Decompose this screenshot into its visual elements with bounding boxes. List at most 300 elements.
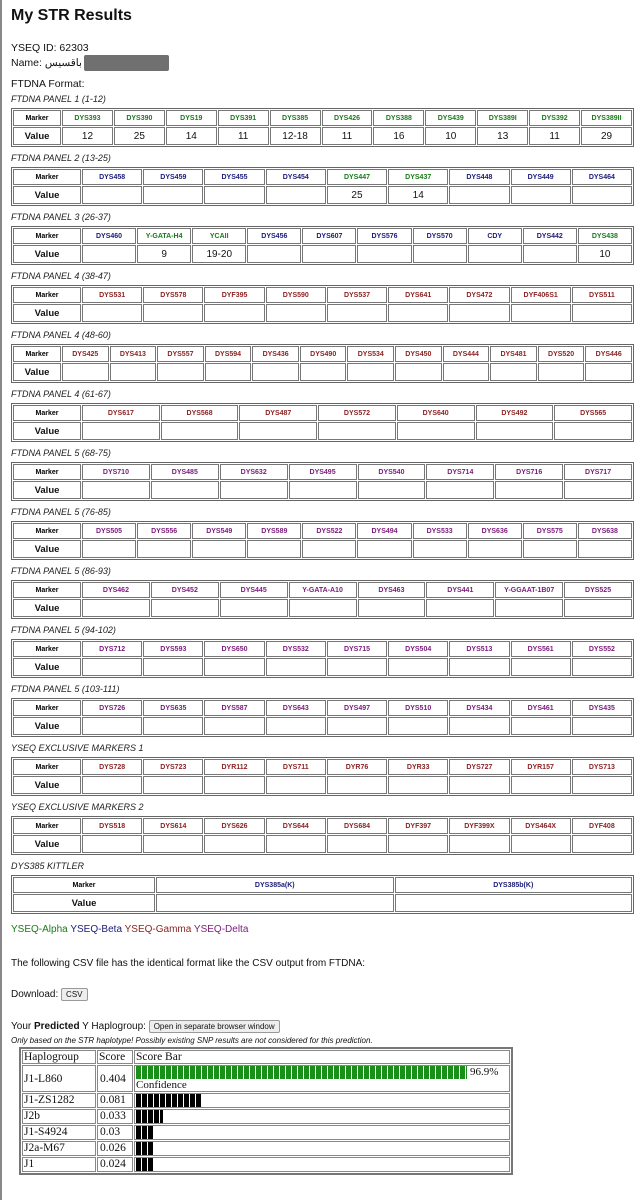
legend-gamma: YSEQ-Gamma xyxy=(124,924,192,935)
marker-cell: DYS439 xyxy=(425,110,476,126)
confidence-percent: 96.9% xyxy=(470,1066,499,1079)
confidence-label: Confidence xyxy=(136,1079,187,1091)
panel-title: FTDNA PANEL 4 (38-47) xyxy=(11,271,111,281)
value-cell xyxy=(143,658,203,676)
value-cell xyxy=(266,304,326,322)
marker-cell: DYS390 xyxy=(114,110,165,126)
marker-cell: DYS712 xyxy=(82,641,142,657)
value-row-label: Value xyxy=(13,717,81,735)
value-cell xyxy=(143,186,203,204)
value-row-label: Value xyxy=(13,127,61,145)
marker-cell: DYS587 xyxy=(204,700,264,716)
marker-cell: DYS590 xyxy=(266,287,326,303)
marker-row-label: Marker xyxy=(13,346,61,362)
marker-row-label: Marker xyxy=(13,582,81,598)
value-cell: 9 xyxy=(137,245,191,263)
marker-cell: DYS434 xyxy=(449,700,509,716)
str-panel-table xyxy=(11,580,634,619)
marker-cell: DYS385b(K) xyxy=(395,877,633,893)
value-cell xyxy=(327,835,387,853)
marker-cell: DYS593 xyxy=(143,641,203,657)
haplogroup-name: J1 xyxy=(22,1157,96,1172)
value-cell xyxy=(572,658,632,676)
value-cell xyxy=(511,658,571,676)
marker-cell: DYS425 xyxy=(62,346,109,362)
legend-beta: YSEQ-Beta xyxy=(70,924,123,935)
value-cell xyxy=(413,540,467,558)
marker-cell: DYS454 xyxy=(266,169,326,185)
value-cell xyxy=(143,304,203,322)
value-cell xyxy=(523,245,577,263)
marker-row-label: Marker xyxy=(13,523,81,539)
marker-cell: DYR33 xyxy=(388,759,448,775)
value-cell xyxy=(572,304,632,322)
str-panel-table xyxy=(11,521,634,560)
value-cell xyxy=(82,776,142,794)
marker-cell: DYS463 xyxy=(358,582,426,598)
panel-title: YSEQ EXCLUSIVE MARKERS 1 xyxy=(11,743,144,753)
value-cell: 11 xyxy=(322,127,373,145)
marker-cell: DYS389II xyxy=(581,110,632,126)
marker-cell: DYS511 xyxy=(572,287,632,303)
panel-title: YSEQ EXCLUSIVE MARKERS 2 xyxy=(11,802,144,812)
value-cell xyxy=(327,776,387,794)
marker-cell: DYS644 xyxy=(266,818,326,834)
panel-title: FTDNA PANEL 5 (86-93) xyxy=(11,566,111,576)
marker-cell: DYS726 xyxy=(82,700,142,716)
value-cell: 19-20 xyxy=(192,245,246,263)
marker-cell: DYS540 xyxy=(358,464,426,480)
page-title: My STR Results xyxy=(11,7,132,24)
marker-cell: DYS710 xyxy=(82,464,150,480)
open-window-button[interactable]: Open in separate browser window xyxy=(149,1020,280,1033)
value-row-label: Value xyxy=(13,481,81,499)
marker-cell: DYF408 xyxy=(572,818,632,834)
value-cell xyxy=(143,776,203,794)
str-panel-table xyxy=(11,108,634,147)
value-cell: 25 xyxy=(114,127,165,145)
value-cell xyxy=(572,776,632,794)
marker-cell: DYS461 xyxy=(511,700,571,716)
marker-row-label: Marker xyxy=(13,700,81,716)
value-cell xyxy=(449,717,509,735)
marker-cell: DYS641 xyxy=(388,287,448,303)
marker-row-label: Marker xyxy=(13,287,81,303)
value-cell xyxy=(82,717,142,735)
legend-delta: YSEQ-Delta xyxy=(193,924,249,935)
marker-cell: DYS575 xyxy=(523,523,577,539)
haplogroup-row xyxy=(22,1109,510,1124)
marker-cell: DYS462 xyxy=(82,582,150,598)
str-panel-table xyxy=(11,816,634,855)
value-row-label: Value xyxy=(13,894,155,912)
score-bar-cell xyxy=(134,1065,510,1092)
marker-cell: DYS504 xyxy=(388,641,448,657)
marker-cell: DYS650 xyxy=(204,641,264,657)
value-cell xyxy=(151,599,219,617)
marker-cell: DYS437 xyxy=(388,169,448,185)
marker-cell: DYS510 xyxy=(388,700,448,716)
marker-cell: DYS626 xyxy=(204,818,264,834)
marker-cell: DYS714 xyxy=(426,464,494,480)
marker-cell: DYR76 xyxy=(327,759,387,775)
value-row-label: Value xyxy=(13,422,81,440)
legend-alpha: YSEQ-Alpha xyxy=(11,924,68,935)
marker-cell: DYF406S1 xyxy=(511,287,571,303)
str-panel-table xyxy=(11,285,634,324)
value-cell xyxy=(449,658,509,676)
marker-cell: DYS442 xyxy=(523,228,577,244)
marker-cell: DYS617 xyxy=(82,405,160,421)
value-cell xyxy=(204,186,264,204)
value-cell xyxy=(395,894,633,912)
haplogroup-name: J2b xyxy=(22,1109,96,1124)
value-cell xyxy=(82,186,142,204)
marker-cell: DYF395 xyxy=(204,287,264,303)
value-cell xyxy=(137,540,191,558)
marker-cell: DYS389I xyxy=(477,110,528,126)
haplogroup-score: 0.033 xyxy=(97,1109,133,1124)
marker-cell: DYS436 xyxy=(252,346,299,362)
header-score-bar: Score Bar xyxy=(134,1050,510,1064)
value-cell xyxy=(357,540,411,558)
value-cell xyxy=(143,835,203,853)
marker-row-label: Marker xyxy=(13,877,155,893)
download-label: Download: xyxy=(11,989,59,1001)
panel-title: FTDNA PANEL 3 (26-37) xyxy=(11,212,111,222)
value-cell xyxy=(62,363,109,381)
value-cell xyxy=(327,717,387,735)
header-score: Score xyxy=(97,1050,133,1064)
marker-cell: DYS607 xyxy=(302,228,356,244)
value-cell xyxy=(266,776,326,794)
yseq-id: YSEQ ID: 62303 xyxy=(11,42,89,54)
value-cell xyxy=(426,599,494,617)
value-cell xyxy=(82,481,150,499)
value-cell: 11 xyxy=(218,127,269,145)
marker-cell: DYS716 xyxy=(495,464,563,480)
marker-cell: DYS533 xyxy=(413,523,467,539)
value-cell: 29 xyxy=(581,127,632,145)
value-cell: 11 xyxy=(529,127,580,145)
str-panel-table xyxy=(11,698,634,737)
marker-cell: Y-GGAAT-1B07 xyxy=(495,582,563,598)
marker-cell: DYS715 xyxy=(327,641,387,657)
value-cell xyxy=(157,363,204,381)
value-cell xyxy=(572,835,632,853)
value-cell xyxy=(495,599,563,617)
value-cell xyxy=(266,658,326,676)
marker-cell: DYS537 xyxy=(327,287,387,303)
marker-cell: DYS549 xyxy=(192,523,246,539)
value-cell xyxy=(204,717,264,735)
marker-cell: DYS492 xyxy=(476,405,554,421)
value-cell xyxy=(266,835,326,853)
marker-cell: DYS589 xyxy=(247,523,301,539)
marker-cell: DYS572 xyxy=(318,405,396,421)
haplogroup-score: 0.026 xyxy=(97,1141,133,1156)
marker-cell: DYS594 xyxy=(205,346,252,362)
value-cell xyxy=(468,540,522,558)
haplogroup-name: J1-ZS1282 xyxy=(22,1093,96,1108)
predicted-prefix: Your xyxy=(11,1021,34,1033)
format-label: FTDNA Format: xyxy=(11,78,85,90)
marker-cell: DYS485 xyxy=(151,464,219,480)
value-cell xyxy=(205,363,252,381)
marker-cell: DYS455 xyxy=(204,169,264,185)
value-cell xyxy=(572,186,632,204)
value-row-label: Value xyxy=(13,776,81,794)
marker-cell: Y-GATA-H4 xyxy=(137,228,191,244)
haplogroup-row xyxy=(22,1125,510,1140)
value-cell: 10 xyxy=(425,127,476,145)
value-cell xyxy=(220,599,288,617)
score-bar xyxy=(136,1126,153,1139)
marker-cell: DYS450 xyxy=(395,346,442,362)
value-cell xyxy=(220,481,288,499)
marker-cell: DYS391 xyxy=(218,110,269,126)
value-row-label: Value xyxy=(13,658,81,676)
marker-row-label: Marker xyxy=(13,759,81,775)
marker-cell: DYS568 xyxy=(161,405,239,421)
value-cell xyxy=(357,245,411,263)
marker-cell: DYS557 xyxy=(157,346,204,362)
marker-cell: DYS495 xyxy=(289,464,357,480)
value-cell xyxy=(538,363,585,381)
marker-cell: DYS413 xyxy=(110,346,157,362)
marker-cell: DYS520 xyxy=(538,346,585,362)
value-cell xyxy=(204,776,264,794)
value-cell xyxy=(413,245,467,263)
name-value: باقسیس xyxy=(44,56,82,69)
value-cell xyxy=(318,422,396,440)
haplogroup-score: 0.03 xyxy=(97,1125,133,1140)
value-cell xyxy=(523,540,577,558)
str-panel-table xyxy=(11,639,634,678)
value-cell xyxy=(266,717,326,735)
marker-cell: DYS518 xyxy=(82,818,142,834)
marker-cell: DYF399X xyxy=(449,818,509,834)
panel-title: FTDNA PANEL 1 (1-12) xyxy=(11,94,106,104)
value-cell xyxy=(572,717,632,735)
value-cell xyxy=(302,540,356,558)
marker-cell: DYS458 xyxy=(82,169,142,185)
marker-cell: DYS552 xyxy=(572,641,632,657)
marker-cell: DYS505 xyxy=(82,523,136,539)
str-panel-table xyxy=(11,403,634,442)
header-haplogroup: Haplogroup xyxy=(22,1050,96,1064)
value-cell xyxy=(426,481,494,499)
value-cell: 14 xyxy=(166,127,217,145)
score-bar xyxy=(136,1066,467,1079)
value-cell: 16 xyxy=(373,127,424,145)
value-cell xyxy=(511,776,571,794)
value-cell xyxy=(511,304,571,322)
name-label: Name: xyxy=(11,56,42,69)
value-cell xyxy=(388,776,448,794)
haplogroup-score: 0.081 xyxy=(97,1093,133,1108)
value-cell xyxy=(289,599,357,617)
value-cell xyxy=(82,304,142,322)
value-cell xyxy=(468,245,522,263)
marker-cell: DYS494 xyxy=(357,523,411,539)
value-cell xyxy=(302,245,356,263)
marker-cell: DYS513 xyxy=(449,641,509,657)
value-cell xyxy=(564,599,632,617)
marker-cell: DYS445 xyxy=(220,582,288,598)
marker-cell: DYS385a(K) xyxy=(156,877,394,893)
str-panel-table xyxy=(11,344,634,383)
csv-description: The following CSV file has the identical format like the CSV output from FTDNA: xyxy=(11,958,366,969)
value-cell xyxy=(247,540,301,558)
marker-cell: DYS717 xyxy=(564,464,632,480)
marker-cell: DYS531 xyxy=(82,287,142,303)
value-row-label: Value xyxy=(13,304,81,322)
str-panel-table xyxy=(11,757,634,796)
value-cell xyxy=(476,422,554,440)
marker-cell: DYS438 xyxy=(578,228,632,244)
marker-cell: DYS388 xyxy=(373,110,424,126)
marker-cell: DYS393 xyxy=(62,110,113,126)
marker-cell: DYS713 xyxy=(572,759,632,775)
marker-cell: DYS452 xyxy=(151,582,219,598)
value-cell xyxy=(82,422,160,440)
haplogroup-table xyxy=(19,1047,513,1175)
marker-cell: DYS565 xyxy=(554,405,632,421)
marker-row-label: Marker xyxy=(13,169,81,185)
marker-cell: DYS459 xyxy=(143,169,203,185)
value-row-label: Value xyxy=(13,186,81,204)
value-cell xyxy=(449,304,509,322)
panel-title: FTDNA PANEL 2 (13-25) xyxy=(11,153,111,163)
redacted-name-block xyxy=(84,55,169,71)
value-cell xyxy=(82,835,142,853)
marker-cell: CDY xyxy=(468,228,522,244)
marker-cell: DYS684 xyxy=(327,818,387,834)
score-bar xyxy=(136,1094,202,1107)
marker-cell: DYS614 xyxy=(143,818,203,834)
value-cell xyxy=(585,363,632,381)
marker-row-label: Marker xyxy=(13,818,81,834)
marker-cell: DYS435 xyxy=(572,700,632,716)
panel-title: FTDNA PANEL 5 (76-85) xyxy=(11,507,111,517)
marker-cell: DYS522 xyxy=(302,523,356,539)
value-cell xyxy=(204,304,264,322)
haplogroup-name: J2a-M67 xyxy=(22,1141,96,1156)
value-cell xyxy=(82,599,150,617)
panel-title: FTDNA PANEL 5 (68-75) xyxy=(11,448,111,458)
marker-cell: DYS570 xyxy=(413,228,467,244)
value-cell xyxy=(511,186,571,204)
value-cell: 25 xyxy=(327,186,387,204)
marker-cell: DYS472 xyxy=(449,287,509,303)
marker-cell: Y-GATA-A10 xyxy=(289,582,357,598)
marker-cell: DYS525 xyxy=(564,582,632,598)
legend xyxy=(11,924,248,935)
marker-cell: DYS448 xyxy=(449,169,509,185)
value-cell xyxy=(347,363,394,381)
marker-cell: DYS638 xyxy=(578,523,632,539)
score-bar-cell xyxy=(134,1109,510,1124)
value-cell xyxy=(388,835,448,853)
value-cell xyxy=(266,186,326,204)
value-cell xyxy=(397,422,475,440)
score-bar xyxy=(136,1158,153,1171)
value-row-label: Value xyxy=(13,540,81,558)
marker-row-label: Marker xyxy=(13,464,81,480)
marker-cell: DYS727 xyxy=(449,759,509,775)
score-bar xyxy=(136,1142,153,1155)
marker-cell: DYS490 xyxy=(300,346,347,362)
marker-cell: DYS534 xyxy=(347,346,394,362)
marker-row-label: Marker xyxy=(13,110,61,126)
value-cell xyxy=(554,422,632,440)
str-panel-table xyxy=(11,167,634,206)
value-cell xyxy=(449,835,509,853)
value-cell xyxy=(358,599,426,617)
marker-cell: DYS636 xyxy=(468,523,522,539)
marker-cell: DYS481 xyxy=(490,346,537,362)
value-cell xyxy=(564,481,632,499)
marker-cell: DYS532 xyxy=(266,641,326,657)
haplogroup-row xyxy=(22,1141,510,1156)
name-row xyxy=(11,55,169,71)
value-cell xyxy=(511,717,571,735)
predicted-suffix: Y Haplogroup: xyxy=(79,1021,146,1033)
value-cell xyxy=(578,540,632,558)
marker-cell: DYS643 xyxy=(266,700,326,716)
marker-cell: DYS441 xyxy=(426,582,494,598)
marker-cell: DYS640 xyxy=(397,405,475,421)
marker-cell: DYS385 xyxy=(270,110,321,126)
value-cell xyxy=(204,658,264,676)
value-cell xyxy=(289,481,357,499)
value-cell xyxy=(327,304,387,322)
marker-cell: DYS556 xyxy=(137,523,191,539)
download-row xyxy=(11,988,88,1001)
prediction-note: Only based on the STR haplotype! Possibly existing SNP results are not considered for this prediction. xyxy=(11,1036,373,1045)
value-cell xyxy=(327,658,387,676)
marker-cell: DYS576 xyxy=(357,228,411,244)
marker-cell: DYS444 xyxy=(443,346,490,362)
marker-row-label: Marker xyxy=(13,405,81,421)
marker-cell: DYS487 xyxy=(239,405,317,421)
panel-title: DYS385 KITTLER xyxy=(11,861,85,871)
value-cell xyxy=(388,658,448,676)
marker-cell: DYS426 xyxy=(322,110,373,126)
value-cell xyxy=(156,894,394,912)
value-cell xyxy=(388,717,448,735)
value-cell: 13 xyxy=(477,127,528,145)
marker-cell: DYR112 xyxy=(204,759,264,775)
value-cell xyxy=(358,481,426,499)
str-panel-table xyxy=(11,226,634,265)
value-row-label: Value xyxy=(13,599,81,617)
value-cell xyxy=(252,363,299,381)
score-bar-cell xyxy=(134,1141,510,1156)
panel-title: FTDNA PANEL 5 (94-102) xyxy=(11,625,116,635)
value-cell xyxy=(449,776,509,794)
value-cell xyxy=(82,540,136,558)
marker-cell: DYS723 xyxy=(143,759,203,775)
value-cell xyxy=(143,717,203,735)
csv-download-button[interactable]: CSV xyxy=(61,988,87,1001)
value-cell xyxy=(511,835,571,853)
value-cell xyxy=(82,658,142,676)
value-cell xyxy=(449,186,509,204)
haplogroup-score: 0.024 xyxy=(97,1157,133,1172)
panel-title: FTDNA PANEL 4 (61-67) xyxy=(11,389,111,399)
